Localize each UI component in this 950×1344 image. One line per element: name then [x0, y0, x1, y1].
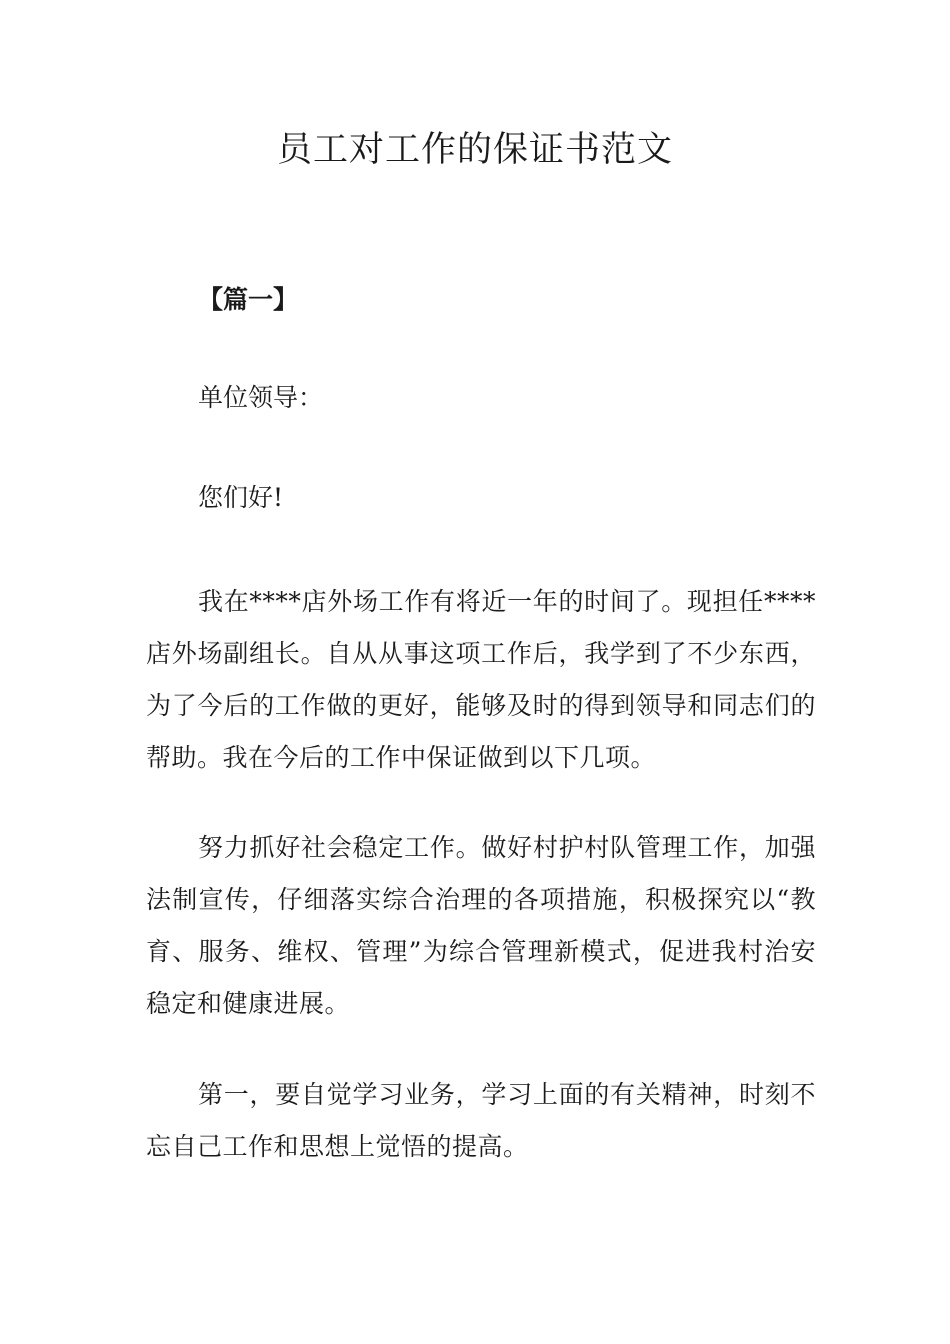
paragraph-2: 努力抓好社会稳定工作。做好村护村队管理工作，加强法制宣传，仔细落实综合治理的各项措施，积极探究以“教育、服务、维权、管理”为综合管理新模式，促进我村治安稳定和健康进展。: [146, 833, 816, 1018]
greeting: 您们好!: [198, 483, 284, 512]
document-title: 员工对工作的保证书范文: [276, 130, 673, 170]
salutation: 单位领导：: [198, 383, 324, 412]
section-heading: 【篇一】: [198, 285, 299, 314]
paragraph-1: 我在****店外场工作有将近一年的时间了。现担任****店外场副组长。自从从事这项工作后，我学到了不少东西，为了今后的工作做的更好，能够及时的得到领导和同志们的帮助。我在今后的工作中保证做到以下几项。: [146, 587, 816, 772]
paragraph-3: 第一，要自觉学习业务，学习上面的有关精神，时刻不忘自己工作和思想上觉悟的提高。: [146, 1080, 816, 1161]
